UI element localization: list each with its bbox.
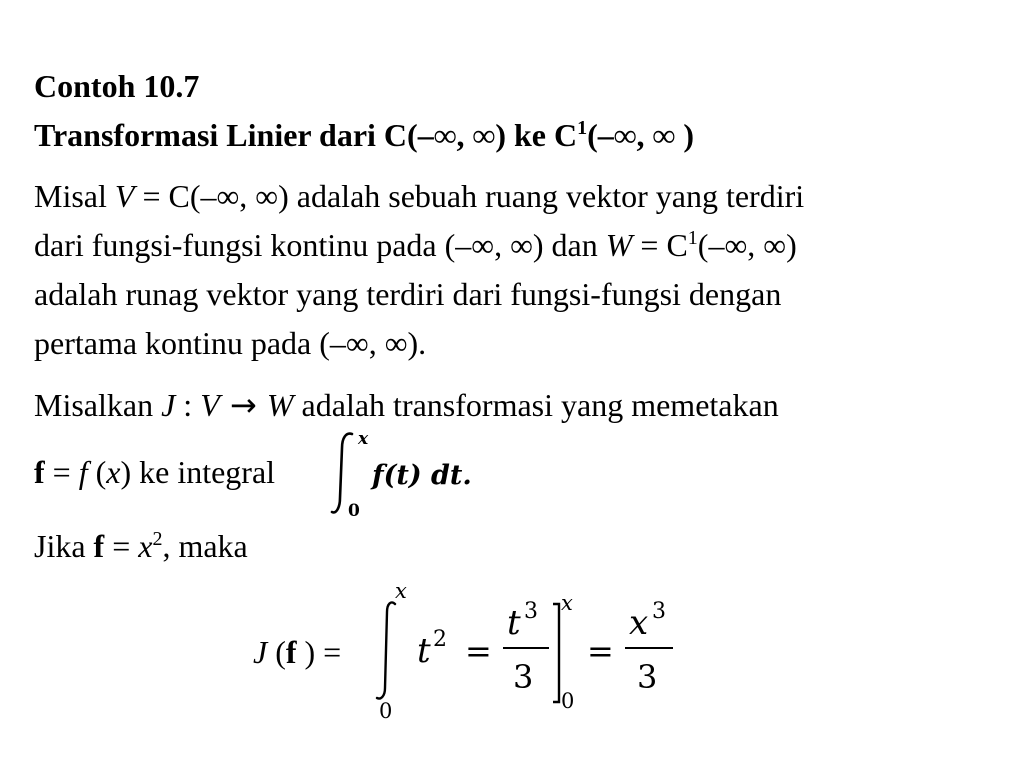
para2-var-J: J [161,387,176,423]
para3-vector-f: f [93,528,105,564]
display-integrand-base: t [417,631,431,671]
display-integral-upper: x [395,579,407,603]
para1-line4 [34,323,426,363]
inline-integral-upper: x [358,429,369,449]
para3-line [34,526,248,566]
para2-equals: = [44,454,79,490]
para3-text-b: , maka [162,528,248,564]
para2-var-x: x [106,454,121,490]
para1-l3-text: adalah runag vektor yang terdiri dari fungsi-fungsi dengan [34,276,782,312]
para1-l2-text-b: = C [632,227,688,263]
para1-line1 [34,176,804,216]
eval-upper: x [561,591,573,615]
para1-var-W: W [605,227,633,263]
para2-line1 [34,385,779,425]
arrow-icon: → [219,386,267,424]
para2-l2-text: ke integral [131,454,276,490]
subtitle-text-a: Transformasi Linier dari C(–∞, ∞) ke C [34,117,578,153]
para1-l1-text-b: = C(–∞, ∞) adalah sebuah ruang vektor yang terdiri [134,178,805,214]
display-equals-1: = [465,632,492,670]
para2-l1-colon: : [175,387,201,423]
inline-integral-lower: 0 [348,501,360,521]
title-text: Contoh 10.7 [34,68,200,104]
display-frac2-den: 3 [637,658,658,696]
subtitle-superscript: 1 [577,117,588,139]
para1-l2-text-c: (–∞, ∞) [697,227,797,263]
display-equation [365,578,685,728]
eval-bracket-icon [553,604,559,702]
para2-paren-open: ( [87,454,107,490]
display-frac2-num-base: x [629,603,649,643]
para1-l2-text-a: dari fungsi-fungsi kontinu pada (–∞, ∞) dan [34,227,606,263]
slide-subtitle [34,115,694,155]
para3-superscript: 2 [152,528,163,550]
display-frac1-num-base: t [507,603,521,643]
inline-integral [330,428,500,520]
para1-l2-superscript: 1 [687,227,698,249]
display-integral-lower: 0 [379,699,393,723]
para2-vector-f: f [34,454,45,490]
equation-lhs [253,632,341,672]
display-frac2-num-exp: 3 [652,599,666,624]
para2-l1-text-c: adalah transformasi yang memetakan [293,387,779,423]
para3-text-a: Jika [34,528,94,564]
inline-integrand: f(t) dt. [372,460,472,491]
para3-equals: = [104,528,139,564]
eq-paren-open: ( [267,634,286,670]
para2-paren-close: ) [120,454,132,490]
para2-l1-text-a: Misalkan [34,387,162,423]
subtitle-text-b: (–∞, ∞ ) [587,117,695,153]
display-frac1-den: 3 [513,658,534,696]
para2-func-f: f [78,454,88,490]
slide-title [34,66,199,106]
para2-var-W: W [266,387,294,423]
eval-lower: 0 [561,689,575,713]
eq-var-J: J [253,634,268,670]
eq-paren-close-equals: ) = [296,634,342,670]
para3-var-x: x [138,528,153,564]
eq-vector-f: f [285,634,297,670]
display-equals-2: = [587,632,614,670]
para1-line2 [34,225,797,265]
display-frac1-num-exp: 3 [524,599,538,624]
display-integrand-exp: 2 [433,627,447,652]
para2-var-V: V [200,387,220,423]
para1-line3 [34,274,781,314]
para1-var-V: V [114,178,135,214]
display-integral-sign-icon [377,602,395,698]
para1-l1-text-a: Misal [34,178,115,214]
para1-l4-text: pertama kontinu pada (–∞, ∞). [34,325,427,361]
para2-line2 [34,452,275,492]
